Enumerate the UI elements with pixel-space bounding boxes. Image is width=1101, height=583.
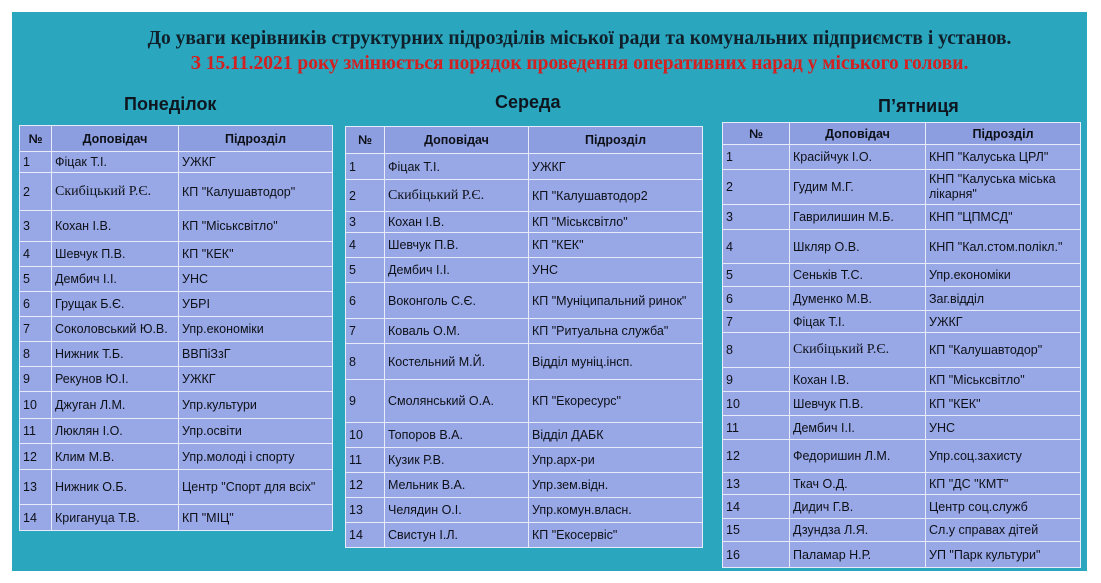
unit-name: Центр "Спорт для всіх": [179, 470, 333, 505]
day-title-friday: П’ятниця: [878, 96, 959, 116]
speaker-name: Фіцак Т.І.: [385, 154, 529, 180]
table-row: [723, 170, 1081, 205]
speaker-name: Нижник О.Б.: [52, 470, 179, 505]
speaker-name: Дембич І.І.: [385, 258, 529, 283]
speaker-name: Воконголь С.Є.: [385, 283, 529, 319]
row-number: 8: [723, 333, 790, 368]
table-row: [723, 311, 1081, 333]
unit-name: КП "Ритуальна служба": [529, 319, 703, 344]
table-row: [723, 392, 1081, 416]
speaker-name: Дидич Г.В.: [790, 495, 926, 519]
row-number: 13: [20, 470, 52, 505]
speaker-name: Джуган Л.М.: [52, 392, 179, 419]
table-row: [20, 342, 333, 367]
table-row: [346, 344, 703, 380]
table-row: [346, 319, 703, 344]
table-row: [346, 448, 703, 473]
table-row: [723, 495, 1081, 519]
unit-name: УЖКГ: [179, 152, 333, 173]
row-number: 13: [346, 498, 385, 523]
speaker-name: Люклян І.О.: [52, 419, 179, 444]
table-row: [723, 333, 1081, 368]
unit-name: Упр.соц.захисту: [926, 440, 1081, 473]
column-header-speaker: Доповідач: [790, 123, 926, 145]
unit-name: ВВПіЗзГ: [179, 342, 333, 367]
row-number: 11: [346, 448, 385, 473]
unit-name: УНС: [529, 258, 703, 283]
table-row: [20, 392, 333, 419]
row-number: 2: [20, 173, 52, 211]
table-row: [20, 317, 333, 342]
row-number: 14: [20, 505, 52, 531]
row-number: 7: [346, 319, 385, 344]
unit-name: Упр.освіти: [179, 419, 333, 444]
row-number: 1: [723, 145, 790, 170]
table-row: [20, 152, 333, 173]
unit-name: КП "МІЦ": [179, 505, 333, 531]
speaker-name: Мельник В.А.: [385, 473, 529, 498]
unit-name: КП "Міськсвітло": [926, 368, 1081, 392]
speaker-name: Кузик Р.В.: [385, 448, 529, 473]
row-number: 9: [346, 380, 385, 423]
speaker-name: Дембич І.І.: [52, 267, 179, 292]
unit-name: КНП "Калуська міська лікарня": [926, 170, 1081, 205]
row-number: 5: [346, 258, 385, 283]
table-row: [20, 267, 333, 292]
table-row: [346, 523, 703, 548]
table-row: [346, 423, 703, 448]
column-header-unit: Підрозділ: [179, 126, 333, 152]
row-number: 6: [346, 283, 385, 319]
column-header-unit: Підрозділ: [529, 127, 703, 154]
table-row: [723, 145, 1081, 170]
unit-name: КНП "Кал.стом.полікл.": [926, 230, 1081, 264]
row-number: 7: [723, 311, 790, 333]
unit-name: КП "КЕК": [926, 392, 1081, 416]
unit-name: КНП "ЦПМСД": [926, 205, 1081, 230]
row-number: 5: [20, 267, 52, 292]
table-row: [723, 264, 1081, 287]
speaker-name: Скибіцький Р.Є.: [385, 180, 529, 212]
speaker-name: Свистун І.Л.: [385, 523, 529, 548]
row-number: 8: [20, 342, 52, 367]
row-number: 4: [346, 233, 385, 258]
speaker-name: Дзундза Л.Я.: [790, 519, 926, 542]
unit-name: КП "Міськсвітло": [529, 212, 703, 233]
schedule-table-friday: [722, 122, 1081, 568]
row-number: 11: [20, 419, 52, 444]
speaker-name: Клим М.В.: [52, 444, 179, 470]
row-number: 1: [346, 154, 385, 180]
row-number: 2: [723, 170, 790, 205]
speaker-name: Думенко М.В.: [790, 287, 926, 311]
row-number: 9: [723, 368, 790, 392]
unit-name: КП "КЕК": [179, 242, 333, 267]
speaker-name: Шкляр О.В.: [790, 230, 926, 264]
table-row: [20, 419, 333, 444]
unit-name: Упр.економіки: [179, 317, 333, 342]
speaker-name: Челядин О.І.: [385, 498, 529, 523]
row-number: 6: [20, 292, 52, 317]
speaker-name: Гудим М.Г.: [790, 170, 926, 205]
row-number: 3: [346, 212, 385, 233]
table-row: [346, 498, 703, 523]
unit-name: УЖКГ: [926, 311, 1081, 333]
column-header-unit: Підрозділ: [926, 123, 1081, 145]
unit-name: Упр.молоді і спорту: [179, 444, 333, 470]
table-row: [20, 211, 333, 242]
unit-name: Упр.зем.відн.: [529, 473, 703, 498]
unit-name: КП "Калушавтодор": [926, 333, 1081, 368]
speaker-name: Соколовський Ю.В.: [52, 317, 179, 342]
table-row: [723, 542, 1081, 568]
table-row: [723, 230, 1081, 264]
speaker-name: Смолянський О.А.: [385, 380, 529, 423]
unit-name: УБРІ: [179, 292, 333, 317]
speaker-name: Топоров В.А.: [385, 423, 529, 448]
unit-name: Упр.культури: [179, 392, 333, 419]
unit-name: Упр.арх-ри: [529, 448, 703, 473]
table-header-row: [20, 126, 333, 152]
schedule-table-wednesday: [345, 126, 703, 548]
table-row: [723, 519, 1081, 542]
unit-name: УНС: [926, 416, 1081, 440]
unit-name: УП "Парк культури": [926, 542, 1081, 568]
unit-name: КП "Міськсвітло": [179, 211, 333, 242]
table-row: [346, 473, 703, 498]
slide: [12, 12, 1087, 571]
speaker-name: Скибіцький Р.Є.: [790, 333, 926, 368]
table-row: [346, 180, 703, 212]
unit-name: КП "Екоресурс": [529, 380, 703, 423]
row-number: 12: [723, 440, 790, 473]
unit-name: КП "Екосервіс": [529, 523, 703, 548]
table-row: [20, 367, 333, 392]
table-row: [346, 233, 703, 258]
table-row: [20, 242, 333, 267]
speaker-name: Скибіцький Р.Є.: [52, 173, 179, 211]
table-row: [723, 368, 1081, 392]
unit-name: КНП "Калуська ЦРЛ": [926, 145, 1081, 170]
row-number: 14: [346, 523, 385, 548]
column-header-speaker: Доповідач: [385, 127, 529, 154]
unit-name: Упр.економіки: [926, 264, 1081, 287]
speaker-name: Кохан І.В.: [52, 211, 179, 242]
row-number: 3: [723, 205, 790, 230]
speaker-name: Шевчук П.В.: [52, 242, 179, 267]
table-row: [20, 505, 333, 531]
table-row: [346, 258, 703, 283]
unit-name: КП "Калушавтодор2: [529, 180, 703, 212]
unit-name: УЖКГ: [529, 154, 703, 180]
unit-name: КП "КЕК": [529, 233, 703, 258]
speaker-name: Рекунов Ю.І.: [52, 367, 179, 392]
speaker-name: Сеньків Т.С.: [790, 264, 926, 287]
row-number: 5: [723, 264, 790, 287]
row-number: 13: [723, 473, 790, 495]
row-number: 9: [20, 367, 52, 392]
table-row: [723, 416, 1081, 440]
row-number: 10: [723, 392, 790, 416]
speaker-name: Костельний М.Й.: [385, 344, 529, 380]
row-number: 7: [20, 317, 52, 342]
column-header-number: №: [20, 126, 52, 152]
table-row: [723, 205, 1081, 230]
unit-name: Центр соц.служб: [926, 495, 1081, 519]
row-number: 10: [346, 423, 385, 448]
row-number: 8: [346, 344, 385, 380]
speaker-name: Паламар Н.Р.: [790, 542, 926, 568]
unit-name: КП "ДС "КМТ": [926, 473, 1081, 495]
unit-name: Відділ ДАБК: [529, 423, 703, 448]
speaker-name: Дембич І.І.: [790, 416, 926, 440]
row-number: 4: [20, 242, 52, 267]
unit-name: КП "Калушавтодор": [179, 173, 333, 211]
table-row: [723, 287, 1081, 311]
table-header-row: [723, 123, 1081, 145]
row-number: 10: [20, 392, 52, 419]
unit-name: Сл.у справах дітей: [926, 519, 1081, 542]
speaker-name: Шевчук П.В.: [790, 392, 926, 416]
table-row: [723, 440, 1081, 473]
table-row: [346, 212, 703, 233]
unit-name: УЖКГ: [179, 367, 333, 392]
row-number: 3: [20, 211, 52, 242]
day-title-wednesday: Середа: [495, 92, 561, 112]
row-number: 15: [723, 519, 790, 542]
speaker-name: Коваль О.М.: [385, 319, 529, 344]
speaker-name: Шевчук П.В.: [385, 233, 529, 258]
unit-name: Упр.комун.власн.: [529, 498, 703, 523]
speaker-name: Федоришин Л.М.: [790, 440, 926, 473]
speaker-name: Кригануца Т.В.: [52, 505, 179, 531]
row-number: 12: [20, 444, 52, 470]
table-row: [346, 283, 703, 319]
speaker-name: Красійчук І.О.: [790, 145, 926, 170]
unit-name: Заг.відділ: [926, 287, 1081, 311]
speaker-name: Грущак Б.Є.: [52, 292, 179, 317]
row-number: 6: [723, 287, 790, 311]
table-header-row: [346, 127, 703, 154]
table-row: [346, 154, 703, 180]
notice-subheading: З 15.11.2021 року змінюється порядок проведення оперативних нарад у міського голови.: [190, 53, 969, 74]
table-row: [723, 473, 1081, 495]
unit-name: КП "Муніципальний ринок": [529, 283, 703, 319]
unit-name: УНС: [179, 267, 333, 292]
speaker-name: Кохан І.В.: [790, 368, 926, 392]
speaker-name: Фіцак Т.І.: [52, 152, 179, 173]
day-title-monday: Понеділок: [124, 94, 217, 114]
speaker-name: Кохан І.В.: [385, 212, 529, 233]
speaker-name: Ткач О.Д.: [790, 473, 926, 495]
notice-heading: До уваги керівників структурних підрозділів міської ради та комунальних підприємств і установ.: [147, 28, 1012, 49]
column-header-speaker: Доповідач: [52, 126, 179, 152]
table-row: [20, 444, 333, 470]
table-row: [20, 173, 333, 211]
row-number: 11: [723, 416, 790, 440]
column-header-number: №: [346, 127, 385, 154]
row-number: 12: [346, 473, 385, 498]
speaker-name: Фіцак Т.І.: [790, 311, 926, 333]
row-number: 16: [723, 542, 790, 568]
column-header-number: №: [723, 123, 790, 145]
table-row: [346, 380, 703, 423]
row-number: 2: [346, 180, 385, 212]
speaker-name: Нижник Т.Б.: [52, 342, 179, 367]
table-row: [20, 470, 333, 505]
table-row: [20, 292, 333, 317]
schedule-table-monday: [19, 125, 333, 531]
speaker-name: Гаврилишин М.Б.: [790, 205, 926, 230]
row-number: 4: [723, 230, 790, 264]
unit-name: Відділ муніц.інсп.: [529, 344, 703, 380]
row-number: 14: [723, 495, 790, 519]
row-number: 1: [20, 152, 52, 173]
